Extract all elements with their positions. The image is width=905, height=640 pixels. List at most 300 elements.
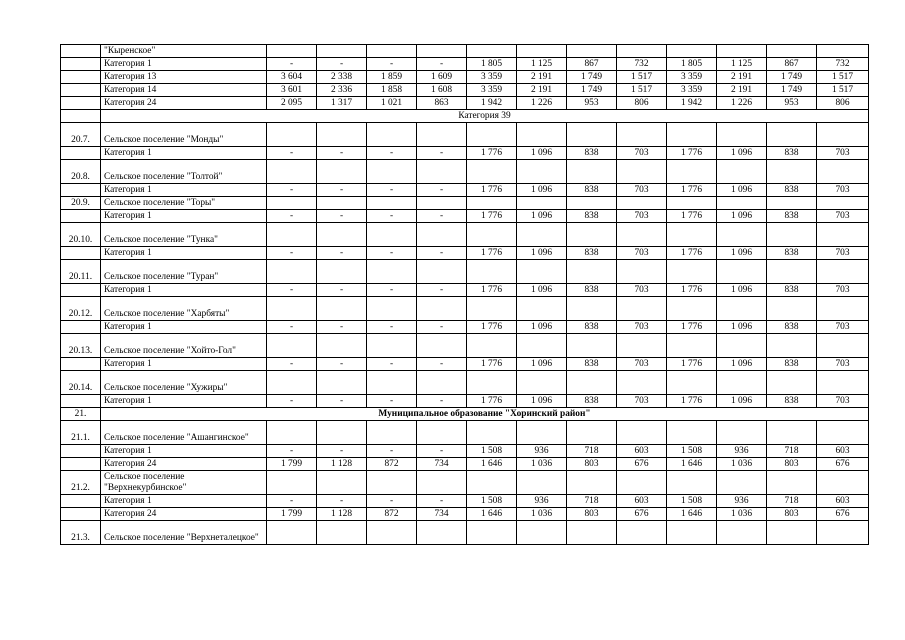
value-cell: -	[417, 495, 467, 508]
value-cell: 1 749	[767, 84, 817, 97]
value-cell: 1 128	[317, 458, 367, 471]
value-cell: 603	[617, 495, 667, 508]
table-row	[61, 284, 869, 297]
row-index-cell	[61, 358, 101, 371]
value-cell: -	[267, 147, 317, 160]
value-cell: -	[367, 210, 417, 223]
value-cell: 1 776	[667, 247, 717, 260]
value-cell: -	[417, 321, 467, 334]
empty-cell	[267, 471, 317, 495]
empty-cell	[367, 334, 417, 358]
value-cell: 838	[767, 210, 817, 223]
value-cell: -	[417, 210, 467, 223]
empty-cell	[467, 297, 517, 321]
empty-cell	[817, 521, 869, 545]
row-index-cell: 20.12.	[61, 297, 101, 321]
empty-cell	[467, 521, 517, 545]
empty-cell	[617, 421, 667, 445]
empty-cell	[417, 160, 467, 184]
empty-cell	[517, 421, 567, 445]
empty-cell	[717, 421, 767, 445]
empty-cell	[667, 45, 717, 58]
value-cell: 953	[767, 97, 817, 110]
empty-cell	[717, 334, 767, 358]
value-cell: 1 776	[667, 321, 717, 334]
value-cell: 603	[617, 445, 667, 458]
value-cell: 676	[617, 458, 667, 471]
value-cell: 703	[817, 247, 869, 260]
value-cell: 867	[567, 58, 617, 71]
value-cell: 803	[567, 508, 617, 521]
empty-cell	[767, 123, 817, 147]
empty-cell	[317, 421, 367, 445]
value-cell: 703	[817, 210, 869, 223]
empty-cell	[817, 160, 869, 184]
value-cell: 1 646	[467, 508, 517, 521]
value-cell: 838	[567, 210, 617, 223]
value-cell: 2 336	[317, 84, 367, 97]
table-row	[61, 458, 869, 471]
empty-cell	[467, 160, 517, 184]
value-cell: 803	[567, 458, 617, 471]
value-cell: 838	[767, 321, 817, 334]
empty-cell	[717, 521, 767, 545]
value-cell: 1 776	[667, 358, 717, 371]
empty-cell	[717, 197, 767, 210]
value-cell: 1 799	[267, 508, 317, 521]
value-cell: 936	[517, 495, 567, 508]
settlement-name: Сельское поселение "Верхнеталецкое"	[101, 521, 267, 545]
value-cell: 1 021	[367, 97, 417, 110]
value-cell: 703	[817, 284, 869, 297]
empty-cell	[467, 471, 517, 495]
empty-cell	[467, 197, 517, 210]
value-cell: 3 601	[267, 84, 317, 97]
value-cell: 3 359	[467, 84, 517, 97]
value-cell: 1 749	[567, 71, 617, 84]
empty-cell	[467, 260, 517, 284]
settlement-name: Сельское поселение "Хойто-Гол"	[101, 334, 267, 358]
empty-cell	[567, 371, 617, 395]
value-cell: -	[317, 495, 367, 508]
empty-cell	[717, 160, 767, 184]
value-cell: 3 359	[667, 71, 717, 84]
value-cell: 1 036	[717, 458, 767, 471]
value-cell: 863	[417, 97, 467, 110]
empty-cell	[717, 371, 767, 395]
value-cell: 838	[767, 358, 817, 371]
empty-cell	[417, 297, 467, 321]
category-label: Категория 24	[101, 97, 267, 110]
empty-cell	[417, 334, 467, 358]
value-cell: 838	[767, 284, 817, 297]
empty-cell	[517, 45, 567, 58]
empty-cell	[267, 223, 317, 247]
value-cell: 1 609	[417, 71, 467, 84]
value-cell: -	[317, 445, 367, 458]
value-cell: 1 508	[467, 495, 517, 508]
settlement-row	[61, 123, 869, 147]
value-cell: 1 776	[667, 210, 717, 223]
value-cell: -	[317, 321, 367, 334]
value-cell: -	[417, 184, 467, 197]
empty-cell	[417, 521, 467, 545]
row-index-cell	[61, 110, 101, 123]
row-index-cell	[61, 495, 101, 508]
empty-cell	[817, 297, 869, 321]
document-page	[60, 44, 868, 545]
value-cell: -	[417, 358, 467, 371]
empty-cell	[567, 160, 617, 184]
empty-cell	[667, 123, 717, 147]
empty-cell	[317, 260, 367, 284]
empty-cell	[517, 160, 567, 184]
empty-cell	[317, 123, 367, 147]
value-cell: 1 096	[517, 210, 567, 223]
empty-cell	[817, 45, 869, 58]
row-index-cell	[61, 84, 101, 97]
value-cell: -	[317, 247, 367, 260]
value-cell: 1 517	[617, 84, 667, 97]
value-cell: 703	[617, 358, 667, 371]
value-cell: -	[317, 147, 367, 160]
empty-cell	[267, 160, 317, 184]
value-cell: 703	[817, 321, 869, 334]
value-cell: 2 191	[717, 84, 767, 97]
value-cell: 1 096	[717, 321, 767, 334]
value-cell: 806	[617, 97, 667, 110]
value-cell: 803	[767, 458, 817, 471]
value-cell: 838	[767, 395, 817, 408]
value-cell: 703	[617, 284, 667, 297]
row-index-cell	[61, 147, 101, 160]
empty-cell	[267, 123, 317, 147]
value-cell: 2 191	[517, 84, 567, 97]
value-cell: 1 858	[367, 84, 417, 97]
value-cell: -	[367, 395, 417, 408]
empty-cell	[517, 123, 567, 147]
category-label: Категория 1	[101, 147, 267, 160]
empty-cell	[767, 297, 817, 321]
settlement-row	[61, 223, 869, 247]
empty-cell	[517, 471, 567, 495]
settlement-name: Сельское поселение "Тунка"	[101, 223, 267, 247]
value-cell: 1 096	[717, 247, 767, 260]
value-cell: 838	[567, 395, 617, 408]
value-cell: 703	[817, 147, 869, 160]
row-index-cell: 21.	[61, 408, 101, 421]
empty-cell	[517, 297, 567, 321]
settlement-row	[61, 197, 869, 210]
empty-cell	[717, 123, 767, 147]
settlement-name: Сельское поселение "Монды"	[101, 123, 267, 147]
table-row	[61, 358, 869, 371]
empty-cell	[567, 521, 617, 545]
value-cell: 1 608	[417, 84, 467, 97]
value-cell: 872	[367, 508, 417, 521]
category-label: Категория 1	[101, 284, 267, 297]
empty-cell	[267, 334, 317, 358]
settlement-name: Сельское поселение "Торы"	[101, 197, 267, 210]
value-cell: 867	[767, 58, 817, 71]
value-cell: 936	[717, 495, 767, 508]
value-cell: 1 776	[467, 247, 517, 260]
empty-cell	[417, 260, 467, 284]
empty-cell	[617, 471, 667, 495]
settlement-name: Сельское поселение "Верхнекурбинское"	[101, 471, 267, 495]
empty-cell	[667, 223, 717, 247]
empty-cell	[367, 260, 417, 284]
value-cell: 703	[617, 184, 667, 197]
empty-cell	[667, 371, 717, 395]
value-cell: 703	[617, 247, 667, 260]
value-cell: 838	[567, 284, 617, 297]
settlement-row	[61, 471, 869, 495]
value-cell: 3 359	[467, 71, 517, 84]
value-cell: 1 096	[517, 321, 567, 334]
empty-cell	[617, 223, 667, 247]
value-cell: 1 096	[717, 147, 767, 160]
value-cell: 732	[817, 58, 869, 71]
value-cell: 718	[567, 445, 617, 458]
value-cell: 1 517	[817, 71, 869, 84]
value-cell: 3 359	[667, 84, 717, 97]
table-row	[61, 58, 869, 71]
category-label: Категория 1	[101, 445, 267, 458]
value-cell: 1 646	[667, 458, 717, 471]
empty-cell	[467, 123, 517, 147]
settlement-name: Сельское поселение "Харбяты"	[101, 297, 267, 321]
value-cell: 1 128	[317, 508, 367, 521]
empty-cell	[767, 421, 817, 445]
empty-cell	[567, 421, 617, 445]
value-cell: 676	[617, 508, 667, 521]
value-cell: 936	[717, 445, 767, 458]
empty-cell	[667, 521, 717, 545]
empty-cell	[317, 160, 367, 184]
empty-cell	[317, 45, 367, 58]
empty-cell	[367, 223, 417, 247]
value-cell: -	[267, 495, 317, 508]
empty-cell	[667, 297, 717, 321]
settlement-name: "Кыренское"	[101, 45, 267, 58]
empty-cell	[617, 297, 667, 321]
value-cell: 1 776	[667, 184, 717, 197]
empty-cell	[417, 45, 467, 58]
value-cell: -	[367, 284, 417, 297]
settlement-row	[61, 160, 869, 184]
value-cell: 838	[567, 147, 617, 160]
value-cell: 703	[617, 210, 667, 223]
row-index-cell	[61, 321, 101, 334]
value-cell: 2 095	[267, 97, 317, 110]
empty-cell	[367, 297, 417, 321]
value-cell: 2 338	[317, 71, 367, 84]
table-row	[61, 97, 869, 110]
value-cell: 1 096	[517, 247, 567, 260]
value-cell: 806	[817, 97, 869, 110]
settlement-row	[61, 297, 869, 321]
value-cell: 1 226	[517, 97, 567, 110]
value-cell: -	[267, 321, 317, 334]
value-cell: 1 646	[467, 458, 517, 471]
table-row	[61, 445, 869, 458]
empty-cell	[817, 260, 869, 284]
value-cell: 1 776	[467, 321, 517, 334]
value-cell: 838	[567, 184, 617, 197]
table-row	[61, 84, 869, 97]
row-index-cell	[61, 395, 101, 408]
empty-cell	[417, 421, 467, 445]
value-cell: -	[417, 395, 467, 408]
value-cell: 838	[567, 321, 617, 334]
row-index-cell: 20.8.	[61, 160, 101, 184]
row-index-cell: 20.7.	[61, 123, 101, 147]
value-cell: 2 191	[517, 71, 567, 84]
value-cell: 1 096	[517, 358, 567, 371]
empty-cell	[417, 223, 467, 247]
empty-cell	[767, 371, 817, 395]
table-row	[61, 71, 869, 84]
table-row	[61, 147, 869, 160]
row-index-cell	[61, 184, 101, 197]
empty-cell	[517, 197, 567, 210]
table-row	[61, 395, 869, 408]
category-label: Категория 1	[101, 247, 267, 260]
empty-cell	[517, 334, 567, 358]
value-cell: 1 517	[817, 84, 869, 97]
empty-cell	[667, 260, 717, 284]
value-cell: -	[267, 210, 317, 223]
value-cell: -	[317, 395, 367, 408]
empty-cell	[717, 471, 767, 495]
value-cell: -	[317, 210, 367, 223]
empty-cell	[417, 123, 467, 147]
value-cell: -	[267, 247, 317, 260]
empty-cell	[717, 45, 767, 58]
value-cell: 1 749	[567, 84, 617, 97]
empty-cell	[667, 334, 717, 358]
value-cell: 676	[817, 508, 869, 521]
value-cell: 703	[617, 147, 667, 160]
value-cell: -	[367, 184, 417, 197]
value-cell: -	[367, 495, 417, 508]
category-label: Категория 1	[101, 210, 267, 223]
empty-cell	[617, 45, 667, 58]
value-cell: 1 776	[467, 147, 517, 160]
value-cell: 1 508	[667, 445, 717, 458]
value-cell: -	[417, 147, 467, 160]
value-cell: 1 125	[717, 58, 767, 71]
empty-cell	[817, 421, 869, 445]
row-index-cell: 21.2.	[61, 471, 101, 495]
value-cell: -	[367, 321, 417, 334]
row-index-cell: 20.11.	[61, 260, 101, 284]
value-cell: 1 776	[467, 358, 517, 371]
value-cell: 3 604	[267, 71, 317, 84]
settlement-row	[61, 421, 869, 445]
settlement-name: Сельское поселение "Ашангинское"	[101, 421, 267, 445]
value-cell: 838	[567, 358, 617, 371]
value-cell: 1 036	[517, 458, 567, 471]
empty-cell	[767, 334, 817, 358]
value-cell: 718	[767, 495, 817, 508]
value-cell: 838	[767, 247, 817, 260]
empty-cell	[817, 371, 869, 395]
empty-cell	[767, 223, 817, 247]
row-index-cell	[61, 284, 101, 297]
value-cell: -	[267, 445, 317, 458]
value-cell: -	[367, 247, 417, 260]
value-cell: 703	[817, 395, 869, 408]
value-cell: 1 096	[517, 284, 567, 297]
value-cell: -	[417, 445, 467, 458]
settlement-row	[61, 260, 869, 284]
empty-cell	[317, 197, 367, 210]
value-cell: 872	[367, 458, 417, 471]
value-cell: 703	[617, 321, 667, 334]
value-cell: -	[417, 247, 467, 260]
value-cell: 603	[817, 495, 869, 508]
empty-cell	[817, 334, 869, 358]
empty-cell	[567, 45, 617, 58]
settlement-row	[61, 521, 869, 545]
empty-cell	[417, 371, 467, 395]
empty-cell	[267, 197, 317, 210]
value-cell: 838	[767, 147, 817, 160]
empty-cell	[767, 160, 817, 184]
value-cell: -	[367, 58, 417, 71]
row-index-cell	[61, 97, 101, 110]
empty-cell	[567, 260, 617, 284]
district-title: Муниципальное образование "Хоринский район"	[101, 408, 869, 421]
value-cell: -	[267, 284, 317, 297]
empty-cell	[317, 521, 367, 545]
table-row	[61, 210, 869, 223]
value-cell: 703	[617, 395, 667, 408]
value-cell: 1 517	[617, 71, 667, 84]
row-index-cell	[61, 45, 101, 58]
value-cell: 1 125	[517, 58, 567, 71]
value-cell: 1 036	[717, 508, 767, 521]
row-index-cell	[61, 458, 101, 471]
category-label: Категория 1	[101, 58, 267, 71]
value-cell: 1 805	[467, 58, 517, 71]
category-label: Категория 1	[101, 321, 267, 334]
category-label: Категория 24	[101, 458, 267, 471]
empty-cell	[617, 260, 667, 284]
empty-cell	[617, 334, 667, 358]
empty-cell	[367, 197, 417, 210]
value-cell: 718	[567, 495, 617, 508]
value-cell: -	[267, 184, 317, 197]
empty-cell	[517, 371, 567, 395]
settlement-name: Сельское поселение "Туран"	[101, 260, 267, 284]
table-row	[61, 184, 869, 197]
category-label: Категория 14	[101, 84, 267, 97]
value-cell: 1 096	[717, 395, 767, 408]
value-cell: 1 776	[467, 184, 517, 197]
empty-cell	[567, 471, 617, 495]
row-index-cell: 20.9.	[61, 197, 101, 210]
empty-cell	[617, 521, 667, 545]
empty-cell	[267, 260, 317, 284]
value-cell: 1 096	[517, 147, 567, 160]
empty-cell	[317, 223, 367, 247]
empty-cell	[667, 471, 717, 495]
empty-cell	[467, 334, 517, 358]
category-group-title: Категория 39	[101, 110, 869, 123]
